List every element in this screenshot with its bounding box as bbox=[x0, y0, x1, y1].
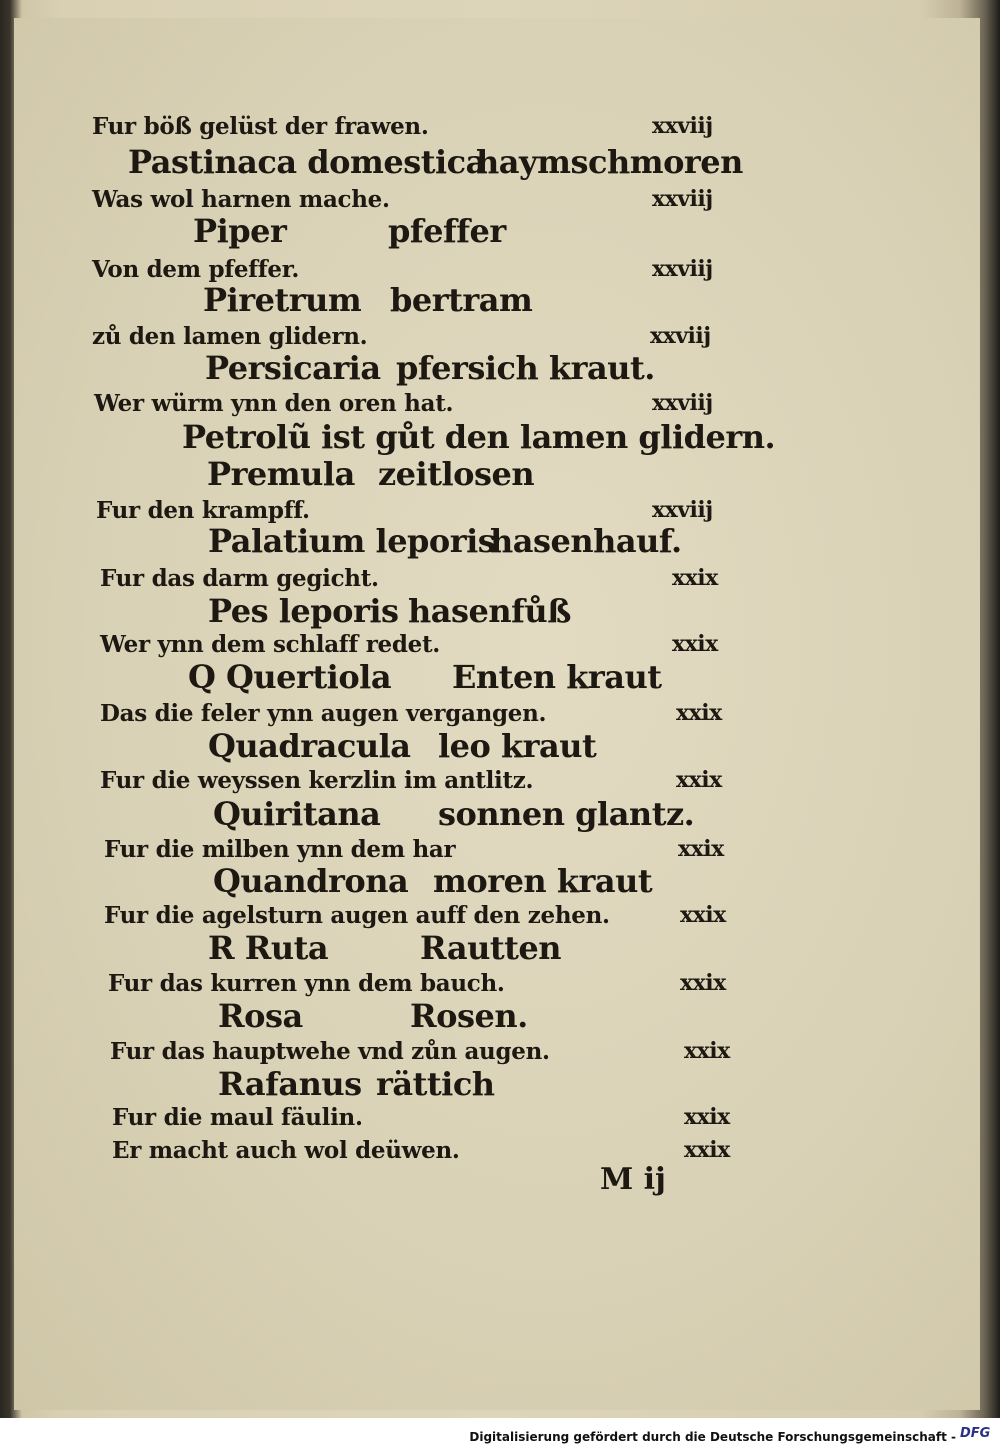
folio-number: xxix bbox=[672, 631, 718, 657]
herb-german-name: hasenfůß bbox=[408, 592, 571, 630]
herb-latin-name: Rosa bbox=[218, 997, 303, 1035]
herb-german-name: zeitlosen bbox=[378, 455, 535, 493]
herb-german-name: Rosen. bbox=[410, 997, 528, 1035]
folio-number: xxviij bbox=[652, 390, 713, 416]
herb-german-name: pfersich kraut. bbox=[396, 349, 655, 387]
herb-latin-name: Palatium leporis bbox=[208, 522, 496, 560]
remedy-text: Wer würm ynn den oren hat. bbox=[94, 390, 454, 417]
remedy-text: Fur die maul fäulin. bbox=[112, 1104, 363, 1131]
herb-latin-name: Rafanus bbox=[218, 1065, 362, 1103]
herb-latin-name: Quiritana bbox=[213, 795, 381, 833]
herb-latin-name: Piretrum bbox=[203, 281, 362, 319]
herb-german-name: Enten kraut bbox=[452, 658, 662, 696]
herb-german-name: leo kraut bbox=[438, 727, 597, 765]
remedy-text: Das die feler ynn augen vergangen. bbox=[100, 700, 547, 727]
folio-number: xxix bbox=[680, 902, 726, 928]
folio-number: xxix bbox=[672, 565, 718, 591]
remedy-text: zů den lamen glidern. bbox=[92, 323, 368, 350]
folio-number: xxviij bbox=[652, 497, 713, 523]
herb-latin-name: Piper bbox=[193, 212, 287, 250]
herb-latin-name: Persicaria bbox=[205, 349, 381, 387]
remedy-text: Fur das kurren ynn dem bauch. bbox=[108, 970, 505, 997]
herb-latin-name: R Ruta bbox=[208, 929, 329, 967]
folio-number: xxix bbox=[684, 1038, 730, 1064]
remedy-text: Fur das hauptwehe vnd zůn augen. bbox=[110, 1038, 550, 1065]
folio-number: xxviij bbox=[652, 256, 713, 282]
herb-latin-name: Quandrona bbox=[213, 862, 409, 900]
folio-number: xxix bbox=[678, 836, 724, 862]
herb-latin-name: Pes leporis bbox=[208, 592, 399, 630]
herb-german-name: haymschmoren bbox=[476, 143, 743, 181]
remedy-text: Fur das darm gegicht. bbox=[100, 565, 379, 592]
folio-number: xxix bbox=[680, 970, 726, 996]
herb-latin-name: Pastinaca domestica bbox=[128, 143, 486, 181]
folio-number: xxix bbox=[684, 1137, 730, 1163]
herb-latin-name: Q Quertiola bbox=[188, 658, 392, 696]
remedy-text: Fur den krampff. bbox=[96, 497, 310, 524]
herb-german-name: hasenhauf. bbox=[490, 522, 682, 560]
signature-mark: M ij bbox=[600, 1162, 666, 1197]
herb-german-name: Rautten bbox=[420, 929, 562, 967]
footer-credit: Digitalisierung gefördert durch die Deutsche Forschungsgemeinschaft - bbox=[469, 1430, 956, 1444]
folio-number: xxviij bbox=[650, 323, 711, 349]
herb-german-name: bertram bbox=[390, 281, 533, 319]
remedy-text: Fur die milben ynn dem har bbox=[104, 836, 456, 863]
herb-german-name: sonnen glantz. bbox=[438, 795, 695, 833]
herb-latin-name: Petrolũ ist gůt den lamen glidern. bbox=[182, 418, 776, 456]
folio-number: xxviij bbox=[652, 186, 713, 212]
dfg-logo: DFG bbox=[960, 1426, 991, 1441]
remedy-text: Was wol harnen mache. bbox=[92, 186, 390, 213]
herb-german-name: pfeffer bbox=[388, 212, 506, 250]
herb-latin-name: Premula bbox=[207, 455, 355, 493]
folio-number: xxix bbox=[676, 767, 722, 793]
remedy-text: Von dem pfeffer. bbox=[92, 256, 300, 283]
folio-number: xxix bbox=[684, 1104, 730, 1130]
remedy-text: Er macht auch wol deüwen. bbox=[112, 1137, 460, 1164]
remedy-text: Fur böß gelüst der frawen. bbox=[92, 113, 429, 140]
herb-german-name: moren kraut bbox=[433, 862, 653, 900]
remedy-text: Wer ynn dem schlaff redet. bbox=[100, 631, 440, 658]
herb-german-name: rättich bbox=[376, 1065, 495, 1103]
herb-latin-name: Quadracula bbox=[208, 727, 411, 765]
folio-number: xxviij bbox=[652, 113, 713, 139]
folio-number: xxix bbox=[676, 700, 722, 726]
remedy-text: Fur die agelsturn augen auff den zehen. bbox=[104, 902, 610, 929]
remedy-text: Fur die weyssen kerzlin im antlitz. bbox=[100, 767, 534, 794]
